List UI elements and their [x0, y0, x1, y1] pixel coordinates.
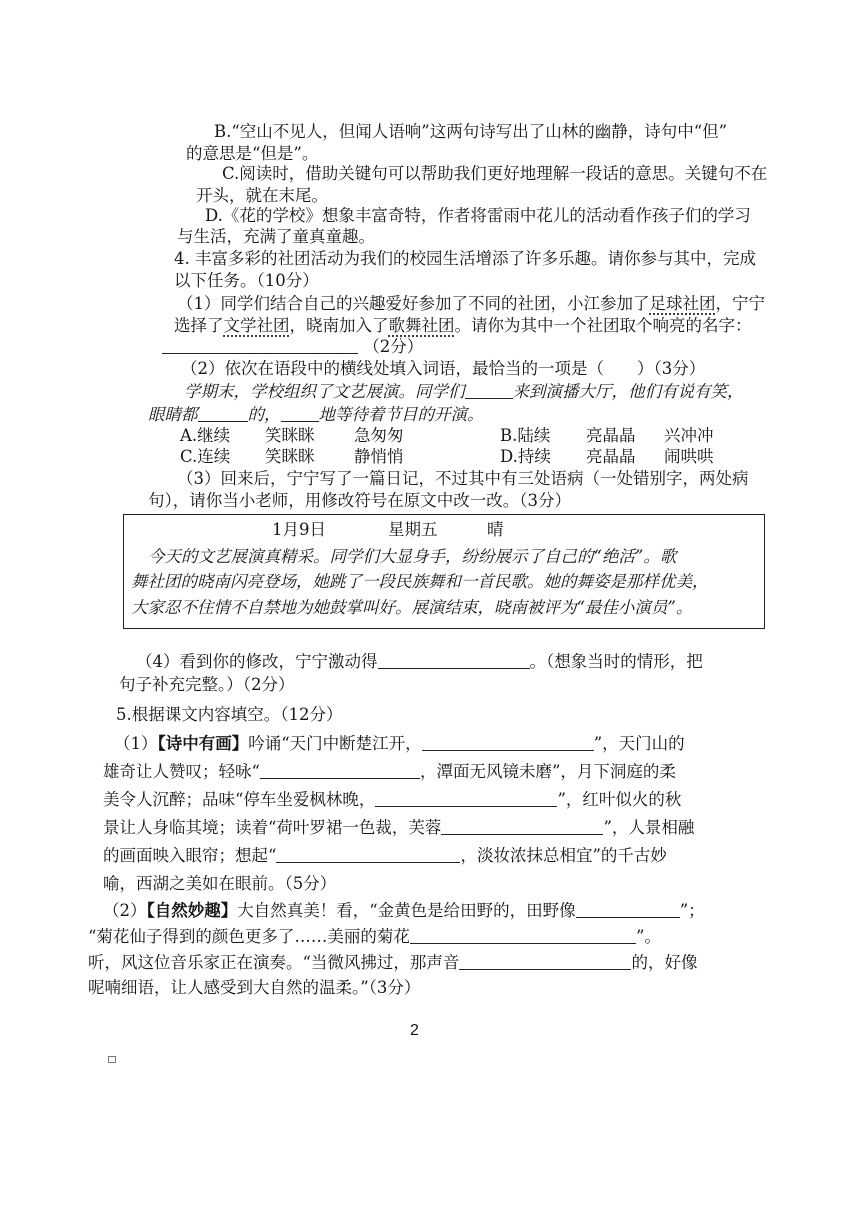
q4-part4-line1: [136, 651, 703, 673]
q4-part1-text-e: 。请你为其中一个社团取个响亮的名字：: [454, 316, 752, 335]
q5-part2-text-b: ”；: [679, 901, 705, 920]
q5-part2-text-c: “菊花仙子得到的颜色更多了……美丽的菊花: [88, 927, 410, 946]
q5-part1-text-j: ，淡妆浓抹总相宜”的千古妙: [460, 846, 667, 865]
q4-part1-answer-line: [162, 336, 423, 358]
q5-part1-line1: [114, 733, 685, 755]
q4-option-c-word3: 静悄悄: [354, 447, 404, 466]
q4-part2-text-e: 地等待着节目的开演。: [318, 405, 484, 424]
q4-part2-question: （2）依次在语段中的横线处填入词语，最恰当的一项是（ ）（3分）: [181, 359, 706, 378]
q4-part1-text-d: ，晓南加入了: [289, 316, 389, 335]
q5-part2-text-d: ”。: [635, 927, 661, 946]
nature-blank-1[interactable]: [576, 901, 680, 918]
q5-part2-text-e: 听，风这位音乐家正在演奏。“当微风拂过，那声音: [88, 953, 460, 972]
diary-line2: 舞社团的晓南闪亮登场，她跳了一段民族舞和一首民歌。她的舞姿是那样优美，: [131, 572, 709, 591]
q5-part1-text-f: ”，红叶似火的秋: [557, 790, 682, 809]
q4-part1-line1: [177, 293, 765, 315]
q5-part1-tag: 【诗中有画】: [157, 734, 249, 753]
diary-date: 1月9日: [272, 520, 326, 539]
diary-line3: 大家忍不住情不自禁地为她鼓掌叫好。展演结束，晓南被评为“最佳小演员”。: [131, 598, 693, 617]
poem-blank-4[interactable]: [441, 818, 603, 835]
q4-option-a-letter[interactable]: A.继续: [180, 426, 231, 445]
q4-part4-text-a: （4）看到你的修改，宁宁激动得: [136, 652, 378, 671]
q5-part1-text-e: 美令人沉醉；品味“停车坐爱枫林晚，: [103, 790, 376, 809]
club-name-blank[interactable]: [162, 337, 358, 354]
q3-option-c-line1: C.阅读时，借助关键句可以帮助我们更好地理解一段话的意思。关键句不在: [222, 164, 768, 183]
q4-part2-text-a: 学期末，学校组织了文艺展演。同学们: [184, 382, 465, 401]
q4-part1-text-a: （1）同学们结合自己的兴趣爱好参加了不同的社团，小江参加了: [177, 294, 650, 313]
feeling-blank[interactable]: [378, 652, 530, 669]
q4-part1-score: （2分）: [363, 337, 424, 356]
q5-part2-tag: 【自然妙趣】: [146, 901, 238, 920]
q4-option-c-letter[interactable]: C.连续: [180, 447, 231, 466]
q3-option-c-line2: 开头，就在末尾。: [196, 186, 328, 205]
q5-part1-line4: [103, 817, 694, 839]
q5-part1-line3: [103, 789, 681, 811]
q4-option-b-word2: 亮晶晶: [586, 426, 636, 445]
poem-blank-1[interactable]: [422, 734, 594, 751]
q4-part3-line1: （3）回来后，宁宁写了一篇日记，不过其中有三处语病（一处错别字，两处病: [177, 469, 749, 488]
poem-blank-5[interactable]: [276, 846, 460, 863]
q5-part1-text-d: ，潭面无风镜未磨”，月下洞庭的柔: [419, 762, 676, 781]
diary-line1: 今天的文艺展演真精采。同学们大显身手，纷纷展示了自己的“绝活”。歌: [148, 547, 677, 566]
q5-part1-line5: [103, 845, 667, 867]
q4-club-literature: 文学社团: [223, 316, 290, 335]
q4-part1-line2: [174, 315, 752, 337]
word-blank-2[interactable]: [198, 405, 248, 422]
q5-part1-line2: [103, 761, 676, 783]
q4-option-d-word2: 亮晶晶: [586, 447, 636, 466]
q4-option-b-letter[interactable]: B.陆续: [500, 426, 551, 445]
q5-part1-text-i: 的画面映入眼帘；想起“: [103, 846, 277, 865]
q5-part2-text-f: 的，好像: [631, 953, 698, 972]
q4-club-dance: 歌舞社团: [388, 316, 455, 335]
q4-title-line1: 4. 丰富多彩的社团活动为我们的校园生活增添了许多乐趣。请你参与其中，完成: [174, 249, 756, 268]
q4-part2-text-b: 来到演播大厅，他们有说有笑，: [512, 382, 744, 401]
q4-part2-text-line1: [184, 381, 744, 403]
q4-title-line2: 以下任务。（10分）: [174, 271, 319, 290]
q5-part2-line2: [88, 926, 661, 948]
q4-part4-text-b: 。（想象当时的情形，把: [529, 652, 703, 671]
q5-title: 5.根据课文内容填空。（12分）: [116, 705, 343, 724]
word-blank-1[interactable]: [465, 382, 513, 399]
diary-weather: 晴: [487, 520, 504, 539]
q5-part1-text-g: 景让人身临其境；读着“荷叶罗裙一色裁，芙蓉: [103, 818, 442, 837]
q4-option-b-word3: 兴冲冲: [664, 426, 714, 445]
q5-part1-text-a: 吟诵“天门中断楚江开，: [248, 734, 422, 753]
q5-part2-line4: 呢喃细语，让人感受到大自然的温柔。”（3分）: [88, 978, 421, 997]
q4-option-a-word2: 笑眯眯: [265, 426, 315, 445]
q4-club-football: 足球社团: [649, 294, 716, 313]
q4-part1-text-b: ，宁宁: [715, 294, 765, 313]
word-blank-3[interactable]: [281, 405, 319, 422]
q5-part1-num: （1）: [114, 734, 158, 753]
q3-option-b-line2: 的意思是“但是”。: [186, 144, 319, 163]
q5-part1-text-h: ”，人景相融: [603, 818, 695, 837]
nature-blank-2[interactable]: [410, 927, 636, 944]
scan-mark: [108, 1056, 116, 1063]
q5-part1-text-b: ”，天门山的: [593, 734, 685, 753]
nature-blank-3[interactable]: [459, 953, 631, 970]
q5-part2-num: （2）: [103, 901, 147, 920]
diary-weekday: 星期五: [388, 520, 438, 539]
q4-part3-line2: 句），请你当小老师，用修改符号在原文中改一改。（3分）: [148, 491, 571, 510]
diary-box: [123, 514, 765, 629]
q4-option-d-word3: 闹哄哄: [664, 447, 714, 466]
q4-option-d-letter[interactable]: D.持续: [500, 447, 551, 466]
q4-part2-text-d: 的，: [247, 405, 281, 424]
page-number: 2: [410, 1022, 419, 1039]
q3-option-d-line1: D.《花的学校》想象丰富奇特，作者将雷雨中花儿的活动看作孩子们的学习: [205, 206, 751, 225]
q4-part2-text-c: 眼睛都: [148, 405, 198, 424]
poem-blank-3[interactable]: [375, 790, 557, 807]
q4-option-a-word3: 急匆匆: [354, 426, 404, 445]
q5-part1-line6: 喻，西湖之美如在眼前。（5分）: [103, 874, 337, 893]
q3-option-b-line1: B.“空山不见人，但闻人语响”这两句诗写出了山林的幽静，诗句中“但”: [214, 122, 728, 141]
q4-part2-text-line2: [148, 404, 484, 426]
poem-blank-2[interactable]: [260, 762, 420, 779]
q5-part1-text-c: 雄奇让人赞叹；轻咏“: [103, 762, 260, 781]
q5-part2-line1: [103, 900, 705, 922]
q5-part2-line3: [88, 952, 697, 974]
q3-option-d-line2: 与生活，充满了童真童趣。: [177, 227, 375, 246]
q4-part1-text-c: 选择了: [174, 316, 224, 335]
q5-part2-text-a: 大自然真美！看，“金黄色是给田野的，田野像: [237, 901, 576, 920]
q4-part4-line2: 句子补充完整。）（2分）: [119, 675, 295, 694]
q4-option-c-word2: 笑眯眯: [265, 447, 315, 466]
